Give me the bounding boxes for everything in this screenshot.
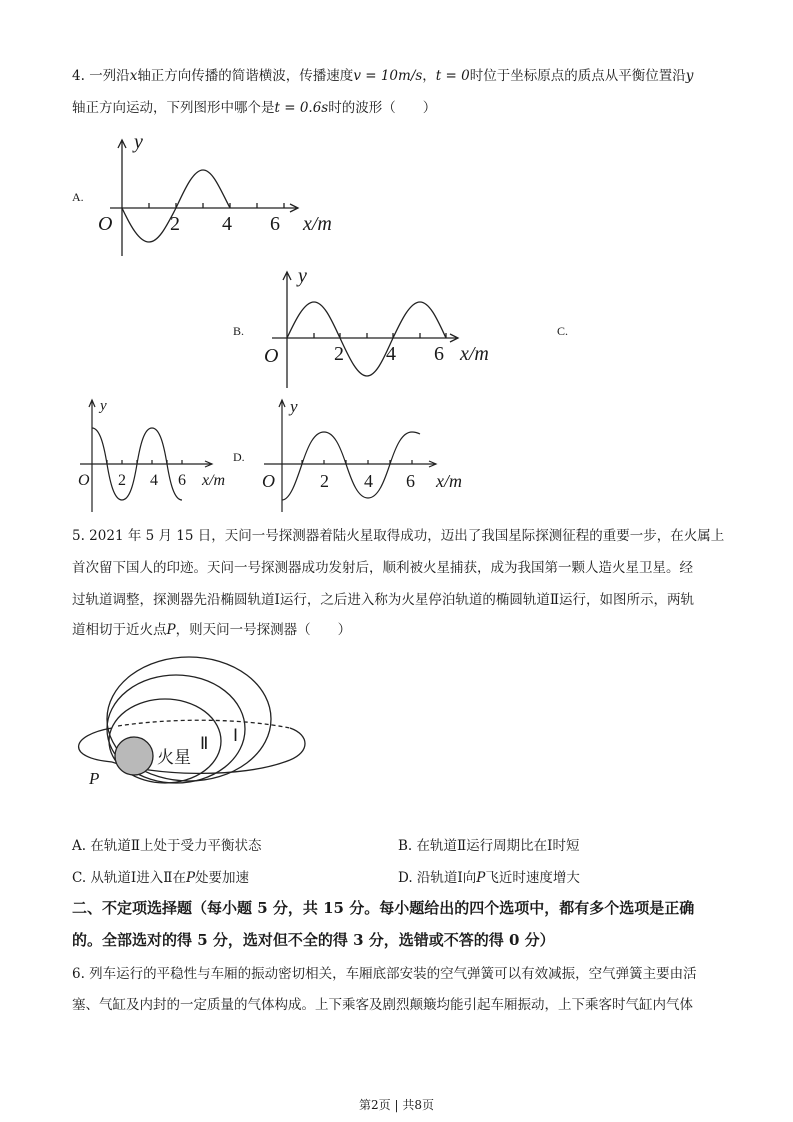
- q4-text: 时的波形（ ）: [328, 100, 437, 116]
- q4-var-y: y: [685, 68, 694, 84]
- axis-origin-label: O: [264, 345, 279, 367]
- orbit-1-label: Ⅰ: [233, 726, 239, 745]
- option-a-label: A.: [72, 190, 84, 204]
- section-heading-line2: 的。全部选对的得 5 分，选对但不全的得 3 分，选错或不答的得 0 分）: [72, 931, 555, 949]
- tick-label: 6: [178, 472, 186, 489]
- q5-point-p: P: [185, 870, 196, 886]
- option-b-label: B.: [233, 324, 245, 338]
- q4-time-zero: t = 0: [435, 68, 470, 84]
- q4-text: 时位于坐标原点的质点从平衡位置沿: [469, 68, 686, 84]
- q5-line3: 过轨道调整，探测器先沿椭圆轨道Ⅰ运行，之后进入称为火星停泊轨道的椭圆轨道Ⅱ运行，如图所示，两轨: [72, 592, 695, 608]
- q6-line1: 6. 列车运行的平稳性与车厢的振动密切相关，车厢底部安装的空气弹簧可以有效减振，空气弹簧主要由活: [72, 966, 697, 982]
- tick-label: 2: [320, 471, 329, 491]
- page-footer: 第2页 | 共8页: [359, 1098, 434, 1112]
- axis-y-label: y: [100, 398, 107, 414]
- q4-text: ，: [422, 68, 436, 84]
- q5-text: 道相切于近火点: [72, 622, 167, 638]
- axis-origin-label: O: [98, 213, 113, 235]
- section-heading-line1: 二、不定项选择题（每小题 5 分，共 15 分。每小题给出的四个选项中，都有多个选项是正确: [72, 899, 695, 917]
- q5-text: D. 沿轨道Ⅰ向: [398, 870, 477, 886]
- q4-velocity: v = 10m/s: [353, 68, 423, 84]
- tick-label: 2: [118, 472, 126, 489]
- tick-label: 6: [406, 471, 415, 491]
- q5-line2: 首次留下国人的印迹。天问一号探测器成功发射后，顺利被火星捕获，成为我国第一颗人造火星卫星。经: [72, 560, 693, 576]
- q6-line2: 塞、气缸及内封的一定质量的气体构成。上下乘客及剧烈颠簸均能引起车厢振动，上下乘客时气缸内气体: [72, 997, 693, 1013]
- q5-point-p: P: [166, 622, 176, 638]
- tick-label: 4: [364, 471, 373, 491]
- q4-time: t = 0.6s: [274, 100, 329, 116]
- axis-y-label: y: [134, 131, 143, 153]
- tick-label: 6: [270, 213, 280, 235]
- q4-text: 轴正方向运动，下列图形中哪个是: [72, 100, 275, 116]
- q5-option-a: A. 在轨道Ⅱ上处于受力平衡状态: [72, 838, 262, 854]
- tick-label: 2: [334, 343, 344, 365]
- option-c-label: C.: [557, 324, 569, 338]
- mars-label: 火星: [157, 748, 191, 767]
- axis-y-label: y: [290, 397, 298, 416]
- tick-label: 4: [222, 213, 232, 235]
- q5-option-c: [72, 870, 249, 886]
- orbit-2-label: Ⅱ: [200, 734, 209, 753]
- axis-x-label: x/m: [460, 343, 489, 365]
- tick-label: 2: [170, 213, 180, 235]
- q4-text: 一列沿: [89, 68, 130, 84]
- axis-y-label: y: [298, 265, 307, 287]
- axis-origin-label: O: [78, 472, 90, 489]
- tick-label: 4: [386, 343, 396, 365]
- q5-option-b: B. 在轨道Ⅱ运行周期比在Ⅰ时短: [398, 838, 580, 854]
- axis-x-label: x/m: [303, 213, 332, 235]
- q4-text: 轴正方向传播的简谐横波，传播速度: [137, 68, 354, 84]
- q5-text: ，则天问一号探测器（ ）: [175, 622, 352, 638]
- axis-origin-label: O: [262, 471, 275, 491]
- q5-point-p: P: [476, 870, 486, 886]
- tick-label: 4: [150, 472, 158, 489]
- q4-number: 4.: [72, 68, 85, 84]
- q5-line1: 5. 2021 年 5 月 15 日，天问一号探测器着陆火星取得成功，迈出了我国星际探测征程的重要一步，在火属上: [72, 528, 725, 544]
- axis-x-label: x/m: [202, 472, 226, 489]
- mars-planet: [115, 737, 153, 775]
- q5-text: 飞近时速度增大: [485, 870, 580, 886]
- axis-x-label: x/m: [436, 471, 462, 491]
- option-d-label: D.: [233, 450, 245, 464]
- q5-option-d: [398, 870, 580, 886]
- q5-text: C. 从轨道Ⅰ进入Ⅱ在: [72, 870, 186, 886]
- q5-text: 处要加速: [195, 870, 250, 886]
- perigee-label: P: [89, 769, 100, 788]
- tick-label: 6: [434, 343, 444, 365]
- q4-var-x: x: [129, 68, 138, 84]
